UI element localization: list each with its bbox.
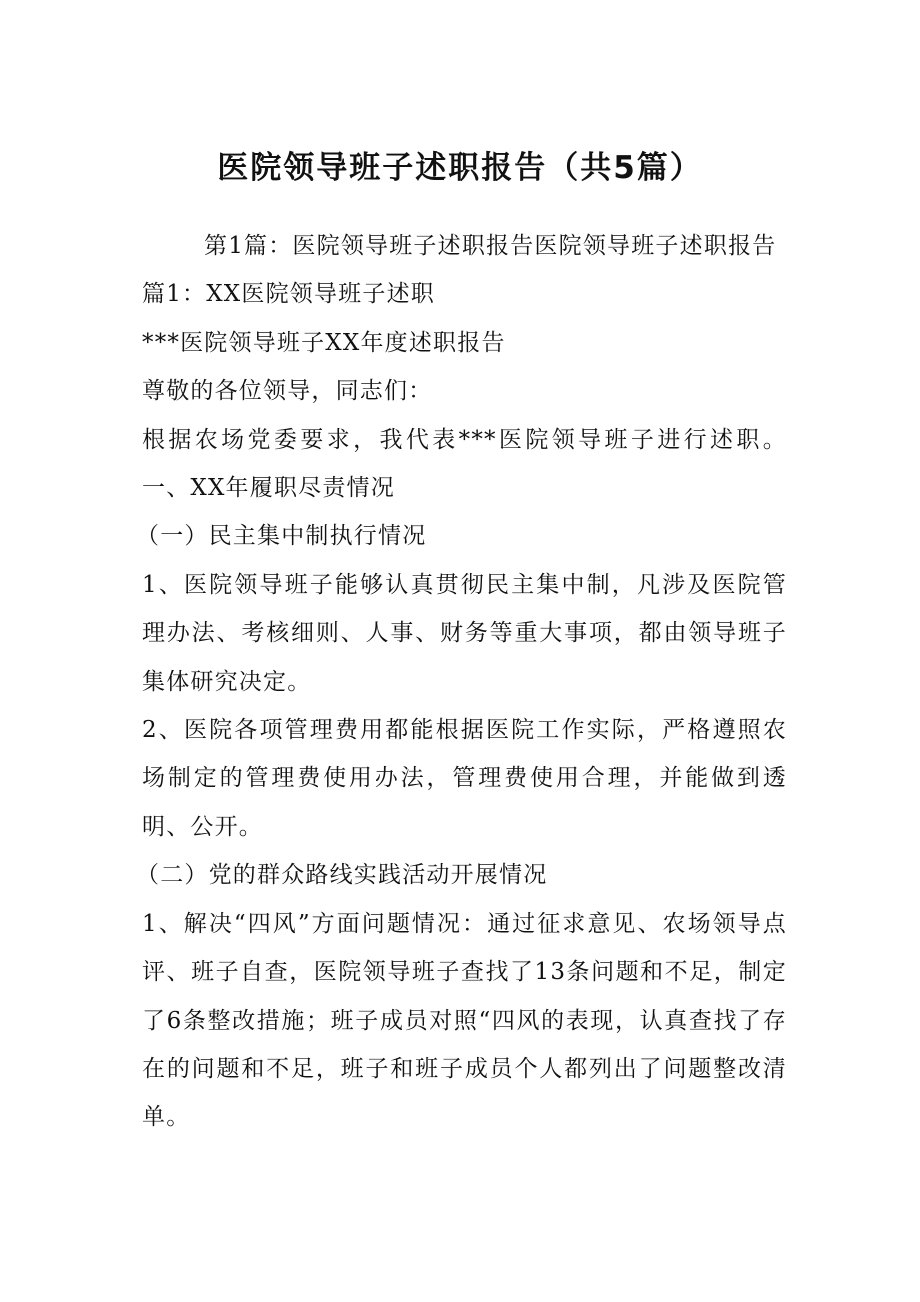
paragraph-item-1-1: 1、医院领导班子能够认真贯彻民主集中制，凡涉及医院管理办法、考核细则、人事、财务等重大事项，都由领导班子集体研究决定。	[142, 571, 787, 695]
paragraph-section-heading: 篇1：XX医院领导班子述职	[142, 281, 435, 308]
paragraph-subheading-1: （一）民主集中制执行情况	[136, 523, 427, 550]
paragraph-subheading-2: （二）党的群众路线实践活动开展情况	[136, 862, 548, 889]
document-body	[136, 222, 787, 1142]
paragraph-chapter-heading: 第1篇：医院领导班子述职报告医院领导班子述职报告	[204, 233, 777, 259]
paragraph-item-2-1: 1、解决“四风”方面问题情况：通过征求意见、农场领导点评、班子自查，医院领导班子查找了13条问题和不足，制定了6条整改措施；班子成员对照“四风的表现，认真查找了存在的问题和不足，班子和班子成员个人都列出了问题整改清单。	[142, 910, 787, 1131]
paragraph-salutation: 尊敬的各位领导，同志们：	[142, 378, 433, 405]
document-title: 医院领导班子述职报告（共5篇）	[217, 150, 703, 186]
paragraph-item-1-2: 2、医院各项管理费用都能根据医院工作实际，严格遵照农场制定的管理费使用办法，管理费使用合理，并能做到透明、公开。	[142, 717, 787, 840]
paragraph-intro: 根据农场党委要求，我代表***医院领导班子进行述职。 一、XX年履职尽责情况	[142, 426, 787, 502]
paragraph-report-title: ***医院领导班子XX年度述职报告	[142, 329, 506, 356]
